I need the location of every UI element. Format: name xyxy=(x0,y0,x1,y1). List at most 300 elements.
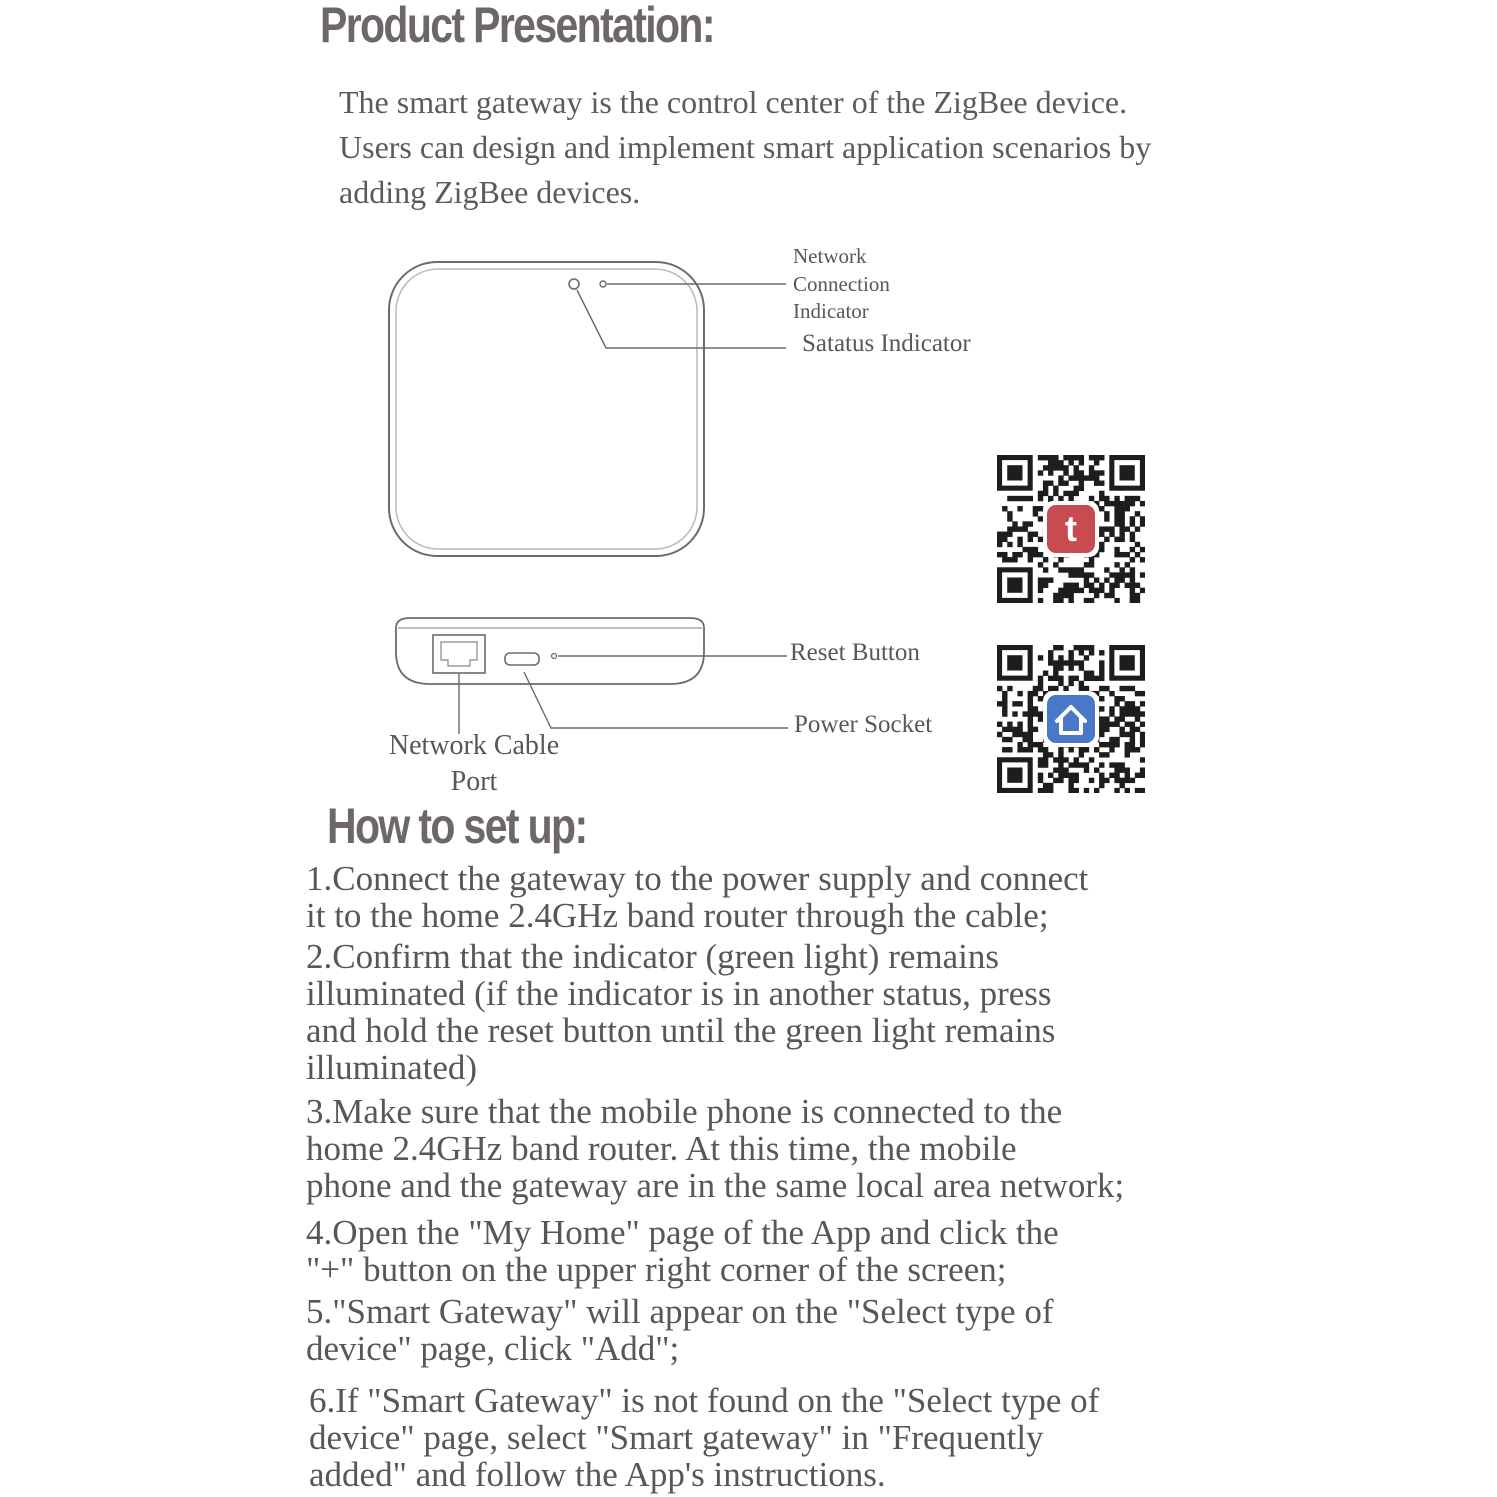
qr-module xyxy=(1114,742,1119,747)
qr-module xyxy=(1007,526,1012,531)
qr-module xyxy=(1094,455,1099,460)
qr-module xyxy=(1084,583,1089,588)
qr-module xyxy=(1135,706,1140,711)
qr-module xyxy=(1130,711,1135,716)
setup-step-line: phone and the gateway are in the same local area network; xyxy=(306,1166,1125,1205)
qr-module xyxy=(1109,588,1114,593)
qr-module xyxy=(1063,588,1068,593)
qr-module xyxy=(1114,722,1119,727)
qr-module xyxy=(1038,491,1043,496)
setup-step xyxy=(306,1093,1206,1204)
qr-module xyxy=(1084,562,1089,567)
qr-module xyxy=(1084,655,1089,660)
setup-step-line: device" page, click "Add"; xyxy=(306,1329,680,1368)
qr-module xyxy=(1094,577,1099,582)
qr-module xyxy=(1114,521,1119,526)
qr-module xyxy=(1079,460,1084,465)
intro-line: The smart gateway is the control center of the ZigBee device. xyxy=(339,84,1128,120)
qr-module xyxy=(1114,552,1119,557)
qr-module xyxy=(1002,696,1007,701)
qr-module xyxy=(1114,737,1119,742)
qr-module xyxy=(1007,516,1012,521)
qr-module xyxy=(1094,475,1099,480)
qr-module xyxy=(1068,681,1073,686)
qr-module xyxy=(1130,701,1135,706)
qr-module xyxy=(1130,706,1135,711)
qr-module xyxy=(1079,650,1084,655)
qr-module xyxy=(1099,696,1104,701)
qr-module xyxy=(1048,577,1053,582)
qr-module xyxy=(1104,516,1109,521)
qr-module xyxy=(1135,788,1140,793)
qr-module xyxy=(1125,501,1130,506)
qr-module xyxy=(1048,686,1053,691)
setup-step-line: device" page, select "Smart gateway" in "Frequently xyxy=(309,1418,1044,1457)
qr-module xyxy=(1125,711,1130,716)
qr-module xyxy=(1089,465,1094,470)
qr-module xyxy=(1089,676,1094,681)
qr-module xyxy=(1135,727,1140,732)
qr-module xyxy=(1028,727,1033,732)
qr-module xyxy=(1119,727,1124,732)
qr-module xyxy=(1058,767,1063,772)
qr-module xyxy=(1058,475,1063,480)
qr-module xyxy=(1135,747,1140,752)
qr-module xyxy=(1099,732,1104,737)
qr-module xyxy=(1094,588,1099,593)
qr-module xyxy=(1048,660,1053,665)
qr-module xyxy=(1058,496,1063,501)
qr-module xyxy=(1079,752,1084,757)
qr-module xyxy=(1017,722,1022,727)
qr-module xyxy=(1109,737,1114,742)
qr-module xyxy=(1099,773,1104,778)
qr-module xyxy=(1119,511,1124,516)
qr-module xyxy=(1130,737,1135,742)
qr-module xyxy=(1089,650,1094,655)
gateway-top-inner-edge xyxy=(396,269,697,549)
qr-module xyxy=(1033,706,1038,711)
qr-module xyxy=(1063,491,1068,496)
qr-module xyxy=(1119,711,1124,716)
qr-module xyxy=(1099,542,1104,547)
qr-module xyxy=(1058,752,1063,757)
qr-module xyxy=(1002,747,1007,752)
qr-module xyxy=(1043,567,1048,572)
qr-module xyxy=(1048,676,1053,681)
qr-module xyxy=(1140,788,1145,793)
qr-module xyxy=(1079,572,1084,577)
qr-module xyxy=(1079,486,1084,491)
qr-module xyxy=(1089,671,1094,676)
qr-module xyxy=(1043,757,1048,762)
qr-module xyxy=(1119,537,1124,542)
qr-module xyxy=(1104,722,1109,727)
qr-module xyxy=(1007,557,1012,562)
qr-module xyxy=(1099,481,1104,486)
qr-module xyxy=(1079,686,1084,691)
qr-module xyxy=(1099,742,1104,747)
qr-module xyxy=(1033,727,1038,732)
qr-module xyxy=(1068,593,1073,598)
qr-module xyxy=(1114,716,1119,721)
cable-port-label-line: Network Cable xyxy=(388,730,560,761)
qr-module xyxy=(1089,562,1094,567)
setup-title: How to set up: xyxy=(327,798,587,854)
qr-module xyxy=(1063,465,1068,470)
qr-module xyxy=(1017,747,1022,752)
qr-module xyxy=(1074,465,1079,470)
network-indicator-label-line: Connection xyxy=(793,271,890,296)
qr-module xyxy=(1109,501,1114,506)
qr-module xyxy=(1068,496,1073,501)
qr-finder-eye xyxy=(1119,465,1134,480)
qr-module xyxy=(1140,501,1145,506)
qr-module xyxy=(1114,598,1119,603)
qr-module xyxy=(1140,773,1145,778)
qr-module xyxy=(1002,552,1007,557)
qr-module xyxy=(1038,537,1043,542)
qr-module xyxy=(1002,532,1007,537)
qr-module xyxy=(1130,593,1135,598)
qr-module xyxy=(1074,567,1079,572)
qr-module xyxy=(1048,481,1053,486)
qr-module xyxy=(1104,577,1109,582)
qr-module xyxy=(1012,732,1017,737)
qr-module xyxy=(1119,567,1124,572)
qr-module xyxy=(1063,686,1068,691)
qr-module xyxy=(1043,783,1048,788)
qr-module xyxy=(1038,686,1043,691)
qr-module xyxy=(1068,583,1073,588)
qr-module xyxy=(997,542,1002,547)
qr-module xyxy=(1012,496,1017,501)
qr-module xyxy=(1125,496,1130,501)
qr-module xyxy=(1023,547,1028,552)
qr-module xyxy=(1114,537,1119,542)
qr-module xyxy=(1089,496,1094,501)
qr-module xyxy=(1007,542,1012,547)
qr-module xyxy=(1043,491,1048,496)
setup-step xyxy=(309,1382,1209,1493)
qr-module xyxy=(997,732,1002,737)
qr-module xyxy=(1028,711,1033,716)
network-indicator-led xyxy=(600,281,606,287)
qr-module xyxy=(1017,542,1022,547)
qr-module xyxy=(1114,767,1119,772)
qr-module xyxy=(1130,501,1135,506)
qr-module xyxy=(1002,537,1007,542)
qr-module xyxy=(1140,732,1145,737)
qr-module xyxy=(1140,737,1145,742)
qr-module xyxy=(1135,583,1140,588)
qr-module xyxy=(1084,767,1089,772)
qr-module xyxy=(1089,455,1094,460)
qr-module xyxy=(1094,788,1099,793)
qr-module xyxy=(1038,583,1043,588)
qr-module xyxy=(1130,727,1135,732)
qr-module xyxy=(1104,537,1109,542)
qr-module xyxy=(1074,486,1079,491)
qr-module xyxy=(1109,711,1114,716)
qr-module xyxy=(1007,496,1012,501)
qr-module xyxy=(1084,676,1089,681)
qr-module xyxy=(1125,583,1130,588)
qr-module xyxy=(1058,660,1063,665)
qr-module xyxy=(1109,747,1114,752)
qr-module xyxy=(1048,655,1053,660)
qr-module xyxy=(1033,691,1038,696)
qr-module xyxy=(1043,481,1048,486)
qr-module xyxy=(1048,455,1053,460)
qr-module xyxy=(1094,747,1099,752)
qr-module xyxy=(1038,655,1043,660)
qr-module xyxy=(1119,577,1124,582)
qr-module xyxy=(1012,526,1017,531)
qr-module xyxy=(1099,752,1104,757)
qr-module xyxy=(1109,742,1114,747)
qr-module xyxy=(1068,460,1073,465)
qr-module xyxy=(1007,532,1012,537)
qr-module xyxy=(1104,496,1109,501)
qr-module xyxy=(1017,691,1022,696)
qr-module xyxy=(1135,773,1140,778)
smart-life-app-qr-code[interactable] xyxy=(997,645,1145,793)
qr-module xyxy=(1002,737,1007,742)
qr-module xyxy=(1084,747,1089,752)
qr-module xyxy=(1130,567,1135,572)
qr-module xyxy=(1033,532,1038,537)
qr-module xyxy=(1068,665,1073,670)
setup-step-line: "+" button on the upper right corner of the screen; xyxy=(306,1250,1007,1289)
qr-module xyxy=(1119,521,1124,526)
qr-module xyxy=(1053,778,1058,783)
qr-module xyxy=(1130,577,1135,582)
qr-module xyxy=(1038,696,1043,701)
qr-module xyxy=(1063,757,1068,762)
qr-module xyxy=(1012,521,1017,526)
qr-module xyxy=(1048,752,1053,757)
qr-module xyxy=(1099,588,1104,593)
qr-module xyxy=(1074,455,1079,460)
qr-module xyxy=(1084,577,1089,582)
qr-module xyxy=(1089,757,1094,762)
qr-module xyxy=(997,537,1002,542)
qr-module xyxy=(1038,747,1043,752)
qr-module xyxy=(1099,470,1104,475)
setup-step xyxy=(306,1214,1206,1288)
reset-button-hole xyxy=(552,654,557,659)
qr-module xyxy=(1017,727,1022,732)
qr-module xyxy=(1038,681,1043,686)
setup-step-line: it to the home 2.4GHz band router through the cable; xyxy=(306,896,1049,935)
qr-module xyxy=(1053,455,1058,460)
qr-module xyxy=(1048,460,1053,465)
qr-module xyxy=(1114,701,1119,706)
qr-module xyxy=(1053,593,1058,598)
qr-module xyxy=(1058,773,1063,778)
qr-module xyxy=(1074,588,1079,593)
qr-module xyxy=(1140,516,1145,521)
qr-module xyxy=(1012,552,1017,557)
qr-module xyxy=(1094,767,1099,772)
qr-module xyxy=(1130,547,1135,552)
qr-module xyxy=(1058,676,1063,681)
qr-module xyxy=(1084,645,1089,650)
qr-module xyxy=(1104,511,1109,516)
qr-module xyxy=(1114,773,1119,778)
qr-module xyxy=(1114,577,1119,582)
tuya-app-qr-code[interactable] xyxy=(997,455,1145,603)
reset-button-label: Reset Button xyxy=(790,639,920,666)
qr-module xyxy=(1104,716,1109,721)
qr-module xyxy=(1135,511,1140,516)
qr-module xyxy=(1068,588,1073,593)
qr-module xyxy=(1063,773,1068,778)
qr-module xyxy=(1074,778,1079,783)
qr-module xyxy=(1028,537,1033,542)
qr-module xyxy=(1109,593,1114,598)
setup-step xyxy=(306,1293,1206,1367)
product-presentation-title: Product Presentation: xyxy=(320,0,714,53)
qr-module xyxy=(1125,752,1130,757)
qr-module xyxy=(1109,762,1114,767)
setup-step-line: 1.Connect the gateway to the power supply and connect xyxy=(306,859,1089,898)
qr-module xyxy=(1114,778,1119,783)
qr-module xyxy=(1043,747,1048,752)
qr-module xyxy=(1043,671,1048,676)
qr-module xyxy=(1033,552,1038,557)
qr-module xyxy=(1043,577,1048,582)
qr-module xyxy=(1104,686,1109,691)
qr-module xyxy=(1017,537,1022,542)
qr-module xyxy=(1135,711,1140,716)
qr-module xyxy=(1140,547,1145,552)
qr-module xyxy=(1135,496,1140,501)
qr-module xyxy=(1084,475,1089,480)
qr-module xyxy=(1114,788,1119,793)
qr-module xyxy=(1125,706,1130,711)
qr-module xyxy=(1114,762,1119,767)
qr-module xyxy=(1125,767,1130,772)
qr-module xyxy=(1114,496,1119,501)
power-socket-label: Power Socket xyxy=(794,711,933,738)
qr-module xyxy=(1038,742,1043,747)
qr-module xyxy=(1125,778,1130,783)
qr-module xyxy=(1099,778,1104,783)
qr-module xyxy=(1053,767,1058,772)
qr-module xyxy=(1068,747,1073,752)
setup-step-line: 3.Make sure that the mobile phone is connected to the xyxy=(306,1092,1063,1131)
qr-module xyxy=(1125,722,1130,727)
qr-module xyxy=(1099,496,1104,501)
qr-module xyxy=(1125,526,1130,531)
qr-module xyxy=(1125,562,1130,567)
qr-module xyxy=(1058,665,1063,670)
qr-module xyxy=(1074,572,1079,577)
qr-module xyxy=(1002,727,1007,732)
qr-module xyxy=(1089,572,1094,577)
qr-module xyxy=(1140,557,1145,562)
qr-module xyxy=(1043,557,1048,562)
qr-module xyxy=(1068,572,1073,577)
qr-module xyxy=(1063,455,1068,460)
qr-module xyxy=(1099,671,1104,676)
qr-module xyxy=(1125,788,1130,793)
qr-module xyxy=(1038,598,1043,603)
qr-module xyxy=(1130,778,1135,783)
qr-module xyxy=(1002,706,1007,711)
qr-module xyxy=(1130,521,1135,526)
qr-module xyxy=(1099,676,1104,681)
qr-module xyxy=(1017,526,1022,531)
qr-module xyxy=(1094,460,1099,465)
qr-module xyxy=(1012,727,1017,732)
qr-module xyxy=(1074,660,1079,665)
qr-module xyxy=(1119,783,1124,788)
qr-module xyxy=(1023,732,1028,737)
qr-module xyxy=(1007,727,1012,732)
qr-module xyxy=(1068,475,1073,480)
qr-module xyxy=(1028,547,1033,552)
qr-module xyxy=(1028,722,1033,727)
qr-module xyxy=(1119,686,1124,691)
qr-module xyxy=(1038,562,1043,567)
qr-module xyxy=(1017,552,1022,557)
qr-module xyxy=(1028,737,1033,742)
qr-module xyxy=(1043,583,1048,588)
qr-module xyxy=(1068,676,1073,681)
qr-module xyxy=(1058,465,1063,470)
qr-module xyxy=(1012,711,1017,716)
qr-module xyxy=(1033,686,1038,691)
qr-module xyxy=(1094,481,1099,486)
qr-module xyxy=(1068,650,1073,655)
qr-module xyxy=(1038,716,1043,721)
qr-module xyxy=(1114,501,1119,506)
qr-module xyxy=(1114,511,1119,516)
qr-finder-eye xyxy=(1007,655,1022,670)
qr-module xyxy=(1094,470,1099,475)
qr-module xyxy=(1028,552,1033,557)
qr-module xyxy=(1038,757,1043,762)
qr-module xyxy=(1079,455,1084,460)
qr-module xyxy=(1099,660,1104,665)
qr-module xyxy=(1130,537,1135,542)
qr-module xyxy=(1053,491,1058,496)
qr-module xyxy=(1028,557,1033,562)
qr-module xyxy=(1063,567,1068,572)
qr-module xyxy=(1109,526,1114,531)
qr-module xyxy=(1074,762,1079,767)
qr-module xyxy=(1023,711,1028,716)
setup-step xyxy=(306,860,1206,934)
qr-module xyxy=(1074,676,1079,681)
qr-module xyxy=(1135,593,1140,598)
qr-module xyxy=(1028,496,1033,501)
qr-module xyxy=(1048,783,1053,788)
qr-module xyxy=(1130,496,1135,501)
qr-module xyxy=(1068,567,1073,572)
qr-module xyxy=(1023,747,1028,752)
qr-module xyxy=(1012,557,1017,562)
setup-step-line: 2.Confirm that the indicator (green light) remains xyxy=(306,937,999,976)
cable-port-label-line: Port xyxy=(450,766,498,797)
qr-module xyxy=(1135,542,1140,547)
qr-module xyxy=(1089,557,1094,562)
qr-module xyxy=(1089,778,1094,783)
qr-module xyxy=(1053,598,1058,603)
